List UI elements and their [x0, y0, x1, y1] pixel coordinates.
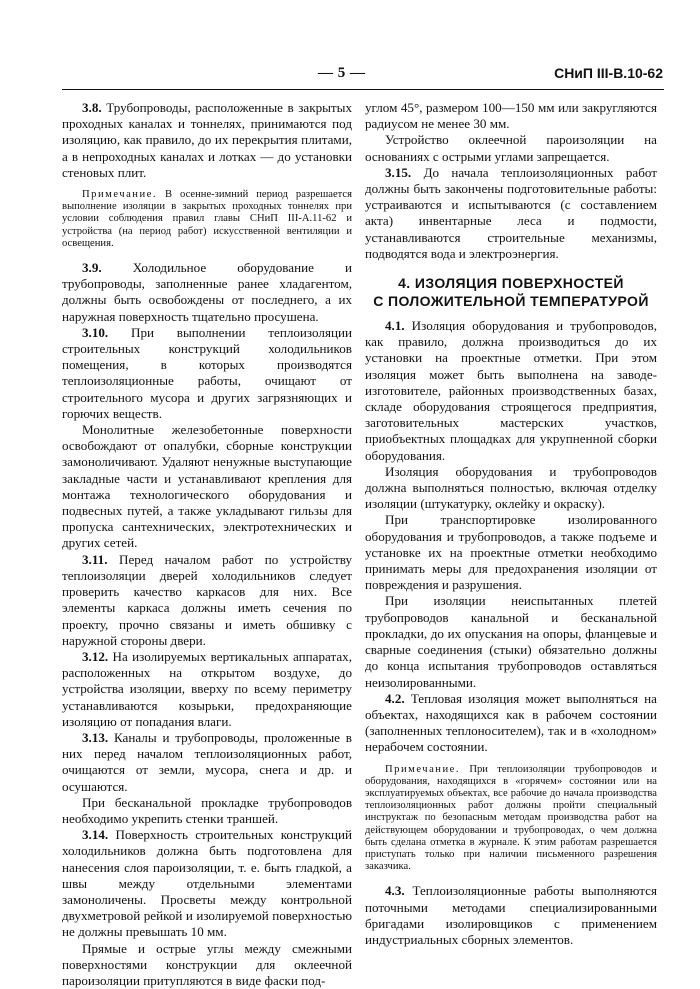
- paragraph-3-12: [62, 649, 352, 730]
- paragraph-text: При изоляции неиспытанных плетей трубопроводов канальной и бесканальной прокладки, до их опускания на опоры, фланцевые и сварные соединения (стыки) обязательно должны до конца испытания трубопроводов оставляться неизолированными.: [365, 593, 657, 690]
- clause-number: 3.8.: [82, 100, 102, 115]
- section-heading-line-2: С ПОЛОЖИТЕЛЬНОЙ ТЕМПЕРАТУРОЙ: [373, 293, 649, 310]
- paragraph-4-2: [365, 691, 657, 756]
- clause-text: Поверхность строительных конструкций холодильников должна быть подготовлена для нанесения слоя пароизоляции, т. е. быть гладкой, а швы между отдельными элементами замоноличены. Просветы между контрольной двухметровой рейкой и изолируемой поверхностью не должны превышать 10 мм.: [62, 827, 352, 940]
- clause-number: 3.15.: [385, 164, 412, 180]
- document-code: СНиП III-В.10-62: [554, 65, 663, 81]
- header-rule: [62, 89, 664, 90]
- clause-number: 3.14.: [82, 827, 109, 843]
- paragraph-text: Устройство оклеечной пароизоляции на основаниях с острыми углами запрещается.: [365, 132, 657, 164]
- clause-number: 3.13.: [82, 729, 109, 745]
- clause-text: При выполнении теплоизоляции строительных конструкций холодильников помещения, в которых производятся теплоизоляционные работы, очищают от строительного мусора и других загрязняющих и горючих веществ.: [62, 324, 352, 421]
- paragraph-3-9: [62, 260, 352, 325]
- paragraph-text: Изоляция оборудования и трубопроводов должна выполняться полностью, включая отделку изоляции (штукатурку, оклейку и окраску).: [365, 463, 657, 512]
- paragraph-3-15: [365, 165, 657, 262]
- left-column: [62, 100, 352, 989]
- clause-number: 3.12.: [82, 648, 109, 664]
- paragraph-3-11: [62, 552, 352, 649]
- clause-number: 4.2.: [385, 690, 405, 706]
- section-heading: [365, 274, 657, 310]
- clause-text: Холодильное оборудование и трубопроводы, заполненные ранее хладагентом, должны быть освобождены от последнего, а их наружная поверхность тщательно просушена.: [62, 260, 352, 324]
- note-label: Примечание.: [82, 189, 157, 201]
- clause-number: 4.1.: [385, 318, 405, 334]
- paragraph-4-1-b: [365, 464, 657, 513]
- paragraph-text: При транспортировке изолированного оборудования и трубопроводов, а также подъеме и установке их на проектные отметки необходимо принимать меры для предохранения изоляции от повреждения и разрушения.: [365, 512, 657, 593]
- note-4-2: [365, 764, 657, 874]
- note-text: При теплоизоляции трубопроводов и оборудования, находящихся в «горячем» состоянии или на эксплуатируемых объектах, все рабочие до начала производства теплоизоляционных работ должны пройти специальный инструктаж по безопасным методам производства работ на действующем оборудовании и трубопроводах, о чем должна быть сделана отметка в журнале. К этим работам разрешается приступать только при наличии письменного разрешения заказчика.: [365, 763, 657, 873]
- paragraph-3-10: [62, 325, 352, 422]
- paragraph-4-1-d: [365, 593, 657, 690]
- note-label: Примечание.: [385, 763, 460, 775]
- paragraph-3-14-end: [365, 132, 657, 164]
- clause-text: На изолируемых вертикальных аппаратах, расположенных на открытом воздухе, до устройства изоляции, вверху по всему периметру устанавливаются козырьки, предохраняющие изоляцию от попадания влаги.: [62, 648, 352, 729]
- paragraph-continued: [365, 100, 657, 132]
- paragraph-4-1: [365, 318, 657, 464]
- paragraph-3-13: [62, 730, 352, 795]
- note-text: В осенне-зимний период разрешается выполнение изоляции в закрытых проходных тоннелях при условии соблюдения правил главы СНиП III-А.11-62 и устройства (на период работ) искусственной вентиляции и освещения.: [62, 189, 352, 249]
- section-heading-line-1: 4. ИЗОЛЯЦИЯ ПОВЕРХНОСТЕЙ: [398, 275, 624, 292]
- paragraph-3-14: [62, 827, 352, 940]
- clause-text: Трубопроводы, расположенные в закрытых проходных каналах и тоннелях, принимаются под изоляцию, как правило, до их перекрытия плитами, а в непроходных каналах и лотках — до установки стеновых плит.: [62, 100, 352, 180]
- paragraph-3-8: [62, 100, 352, 181]
- paragraph-3-10-cont: [62, 422, 352, 552]
- clause-text: До начала теплоизоляционных работ должны быть закончены подготовительные работы: устраиваются и испытываются (с составлением акта) инвентарные леса и подмости, устанавливаются строительные механизмы, подводятся вода и электроэнергия.: [365, 164, 657, 261]
- paragraph-3-14-cont: [62, 941, 352, 989]
- right-column: [365, 100, 657, 948]
- clause-text: Каналы и трубопроводы, проложенные в них перед началом теплоизоляционных работ, очищаются от земли, мусора, снега и др. и осушаются.: [62, 729, 352, 794]
- clause-text: Перед началом работ по устройству теплоизоляции дверей холодильников следует проверить качество каркасов для них. Все элементы каркаса должны иметь сечения по проекту, прочно связаны и иметь обшивку с наружной стороны двери.: [62, 551, 352, 648]
- clause-text: Теплоизоляционные работы выполняются поточными методами специализированными бригадами изолировщиков с применением индустриальных сборных элементов.: [365, 883, 657, 947]
- paragraph-4-1-c: [365, 512, 657, 593]
- paragraph-text: Монолитные железобетонные поверхности освобождают от опалубки, сборные конструкции замоноличивают. Удаляют ненужные выступающие закладные части и устанавливают крепления для монтажа технологического оборудования и подвесных путей, а также укладывают гильзы для пропуска сантехнических, электротехнических и других сетей.: [62, 422, 352, 551]
- clause-number: 4.3.: [385, 883, 405, 899]
- clause-number: 3.10.: [82, 324, 109, 340]
- clause-number: 3.9.: [82, 260, 102, 276]
- paragraph-text: При бесканальной прокладке трубопроводов необходимо укрепить стенки траншей.: [62, 794, 352, 826]
- paragraph-text: Прямые и острые углы между смежными поверхностями конструкции для оклеечной пароизоляции притупляются в виде фаски под-: [62, 940, 352, 988]
- paragraph-4-3: [365, 883, 657, 948]
- paragraph-3-13-cont: [62, 795, 352, 827]
- clause-text: Изоляция оборудования и трубопроводов, как правило, должна производиться до их установки на проектные отметки. При этом изоляция может быть выполнена на заводе-изготовителе, районных производственных базах, складе оборудования строящегося предприятия, заготовительных мастерских участков, приобъектных площадках для укрупненной сборки оборудования.: [365, 318, 657, 463]
- page-number: — 5 —: [318, 65, 366, 81]
- clause-number: 3.11.: [82, 551, 108, 567]
- paragraph-text: углом 45°, размером 100—150 мм или закругляются радиусом не менее 30 мм.: [365, 100, 657, 132]
- note-3-8: [62, 189, 352, 250]
- clause-text: Тепловая изоляция может выполняться на объектах, находящихся как в рабочем состоянии (заполненных теплоносителем), так и в «холодном» нерабочем состоянии.: [365, 690, 657, 755]
